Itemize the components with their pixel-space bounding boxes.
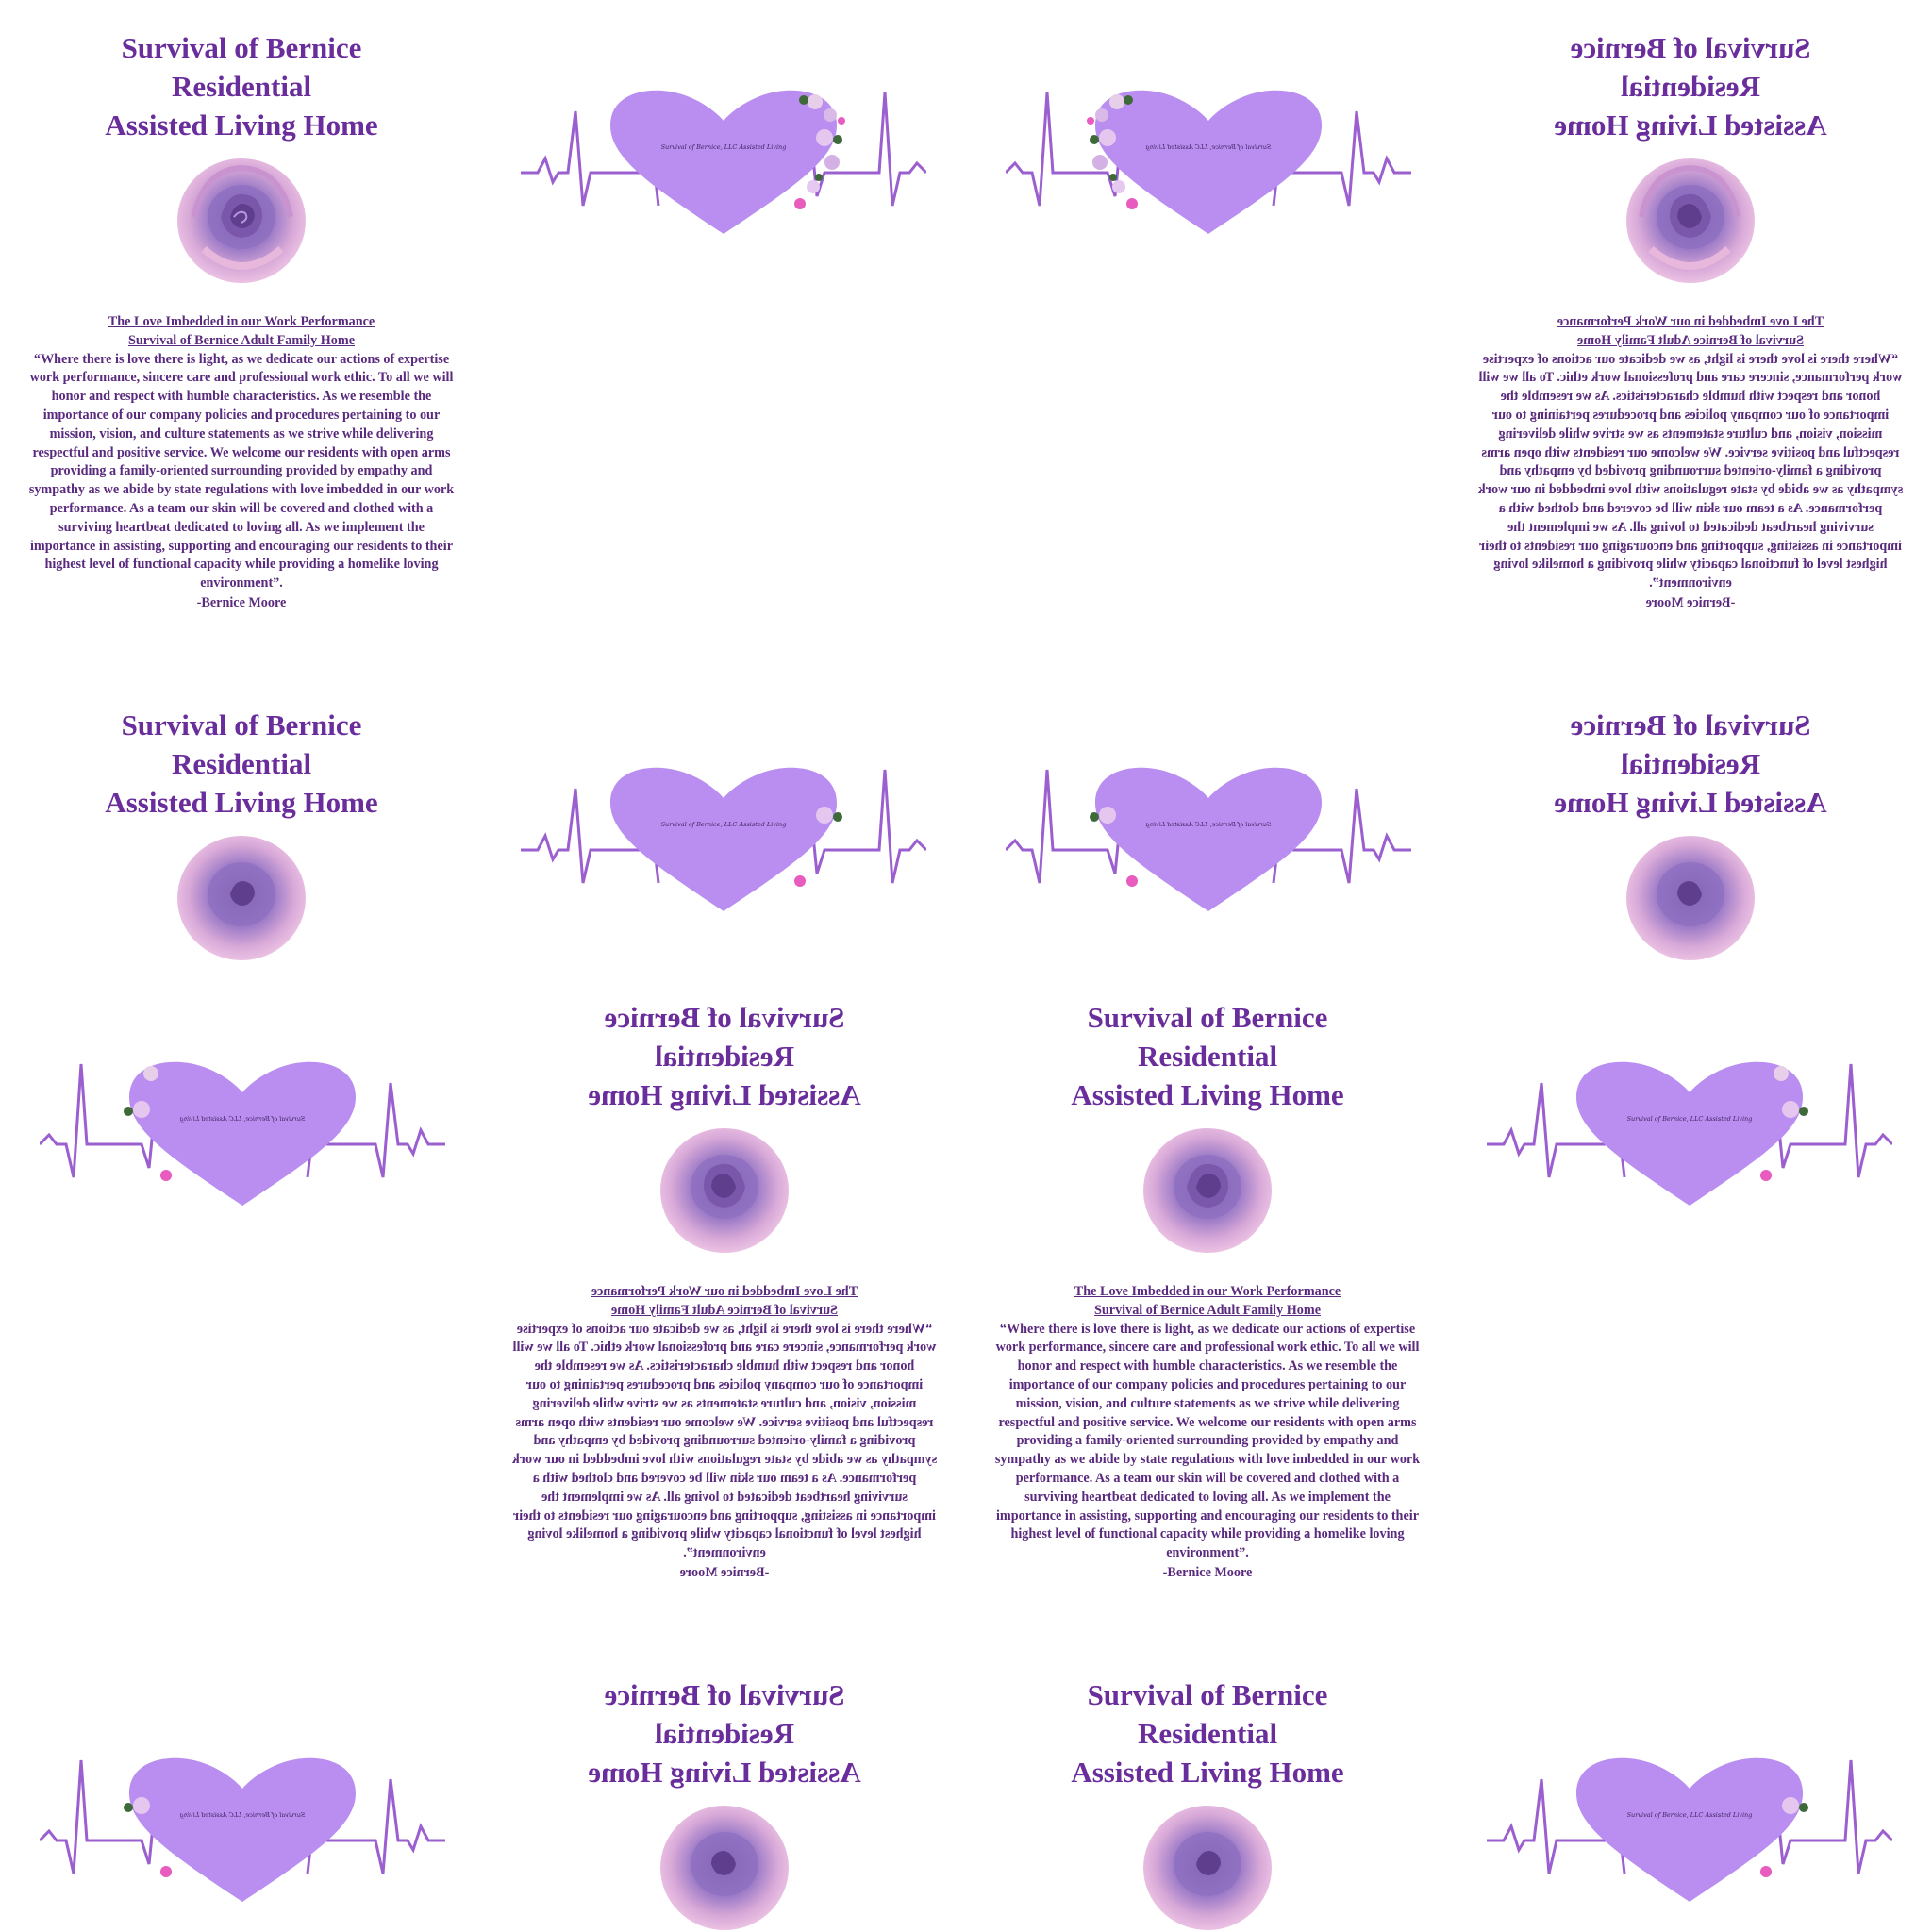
business-title: Survival of Bernice Residential Assisted Living Home [105, 31, 378, 142]
info-card [0, 677, 483, 960]
business-title: Survival of Bernice Residential Assisted Living Home [1554, 708, 1827, 819]
business-title: Survival of Bernice Residential Assisted Living Home [1071, 1678, 1344, 1789]
heart-logo-tile-mirrored [0, 1647, 483, 1932]
business-title: Survival of Bernice Residential Assisted Living Home [105, 708, 378, 819]
heart-logo-tile [483, 0, 966, 679]
heart-logo-tile [1449, 970, 1932, 1253]
info-card-mirrored [1449, 0, 1932, 679]
statement-subheading: Survival of Bernice Adult Family Home [128, 332, 355, 348]
heartbeat-heart-logo [1006, 83, 1411, 239]
statement-quote: “Where there is love there is light, as we dedicate our actions of expertise work performance, sincere care and professional work ethic. To all we will honor and respect with humble characteristics. As we resemble the importance of our company policies and procedures pertaining to our mission, vision, and culture statements as we strive while delivering respectful and positive service. We welcome our residents with open arms providing a family-oriented surrounding provided by empathy and sympathy as we abide by state regulations with love imbedded in our work performance. As a team our skin will be covered and clothed with a surviving heartbeat dedicated to loving all. As we implement the importance in assisting, supporting and encouraging our residents to their highest level of functional capacity while providing a homelike loving environment”. [28, 351, 455, 591]
rose-icon [658, 1798, 791, 1932]
heart-logo-tile-mirrored [0, 970, 483, 1253]
heart-logo-tile [483, 677, 966, 960]
business-title: Survival of Bernice Residential Assisted Living Home [1554, 31, 1827, 142]
svg-text:Survival of Bernice, LLC Assis: Survival of Bernice, LLC Assisted Living [660, 821, 787, 828]
svg-text:Survival of Bernice, LLC Assis: Survival of Bernice, LLC Assisted Living [179, 1811, 306, 1819]
rose-icon [1141, 1121, 1274, 1257]
rose-icon [1624, 151, 1757, 288]
mission-statement [26, 313, 457, 613]
rose-icon [175, 151, 308, 288]
mission-statement: The Love Imbedded in our Work Performance Survival of Bernice Adult Family Home “Where there is love there is light, as we dedicate our actions of expertise work performance, sincere care and professional work ethic. To all we will honor and respect with humble characteristics. As we resemble the importance of our company policies and procedures pertaining to our mission, vision, and culture statements as we strive while delivering respectful and positive service. We welcome our residents with open arms providing a family-oriented surrounding provided by empathy and sympathy as we abide by state regulations with love imbedded in our work performance. As a team our skin will be covered and clothed with a surviving heartbeat dedicated to loving all. As we implement the importance in assisting, supporting and encouraging our residents to their highest level of functional capacity while providing a homelike loving environment”. -Bernice Moore [1477, 314, 1904, 610]
heartbeat-heart-logo [521, 760, 926, 916]
svg-text:Survival of Bernice, LLC Assis: Survival of Bernice, LLC Assisted Living [1626, 1811, 1753, 1819]
info-card-mirrored [483, 1647, 966, 1932]
business-title: Survival of Bernice Residential Assisted Living Home [588, 1678, 861, 1789]
statement-signature: -Bernice Moore [196, 594, 287, 610]
heartbeat-heart-logo [40, 1055, 445, 1210]
svg-text:Survival of Bernice, LLC Assis: Survival of Bernice, LLC Assisted Living [1626, 1115, 1753, 1123]
info-card [0, 0, 483, 679]
heartbeat-heart-logo [521, 83, 926, 239]
info-card [966, 1647, 1449, 1932]
heartbeat-heart-logo [40, 1751, 445, 1907]
heartbeat-heart-logo [1487, 1751, 1892, 1907]
svg-text:Survival of Bernice, LLC Assis: Survival of Bernice, LLC Assisted Living [179, 1115, 306, 1123]
rose-icon [175, 828, 308, 960]
svg-text:Survival of Bernice, LLC Assis: Survival of Bernice, LLC Assisted Living [1145, 821, 1272, 828]
svg-text:Survival of Bernice, LLC Assis: Survival of Bernice, LLC Assisted Living [1145, 143, 1272, 151]
rose-icon [658, 1121, 791, 1257]
rose-icon [1624, 828, 1757, 960]
business-title: Survival of Bernice Residential Assisted Living Home [588, 1001, 861, 1111]
heart-icon [1095, 91, 1322, 234]
heart-logo-tile-mirrored [966, 0, 1449, 679]
heartbeat-heart-logo [1006, 760, 1411, 916]
business-title: Survival of Bernice Residential Assisted Living Home [1071, 1001, 1344, 1111]
svg-text:Survival of Bernice, LLC Assis: Survival of Bernice, LLC Assisted Living [660, 143, 787, 151]
heart-logo-tile [1449, 1647, 1932, 1932]
mission-statement: The Love Imbedded in our Work Performance Survival of Bernice Adult Family Home “Where there is love there is light, as we dedicate our actions of expertise work performance, sincere care and professional work ethic. To all we will honor and respect with humble characteristics. As we resemble the importance of our company policies and procedures pertaining to our mission, vision, and culture statements as we strive while delivering respectful and positive service. We welcome our residents with open arms providing a family-oriented surrounding provided by empathy and sympathy as we abide by state regulations with love imbedded in our work performance. As a team our skin will be covered and clothed with a surviving heartbeat dedicated to loving all. As we implement the importance in assisting, supporting and encouraging our residents to their highest level of functional capacity while providing a homelike loving environment”. -Bernice Moore [511, 1284, 938, 1580]
info-card [966, 970, 1449, 1649]
info-card-mirrored [1449, 677, 1932, 960]
info-card-mirrored [483, 970, 966, 1649]
rose-icon [1141, 1798, 1274, 1932]
mission-statement: The Love Imbedded in our Work Performance Survival of Bernice Adult Family Home “Where there is love there is light, as we dedicate our actions of expertise work performance, sincere care and professional work ethic. To all we will honor and respect with humble characteristics. As we resemble the importance of our company policies and procedures pertaining to our mission, vision, and culture statements as we strive while delivering respectful and positive service. We welcome our residents with open arms providing a family-oriented surrounding provided by empathy and sympathy as we abide by state regulations with love imbedded in our work performance. As a team our skin will be covered and clothed with a surviving heartbeat dedicated to loving all. As we implement the importance in assisting, supporting and encouraging our residents to their highest level of functional capacity while providing a homelike loving environment”. -Bernice Moore [994, 1284, 1421, 1580]
heartbeat-heart-logo [1487, 1055, 1892, 1210]
heart-icon [610, 91, 837, 234]
heart-logo-tile-mirrored [966, 677, 1449, 960]
statement-heading: The Love Imbedded in our Work Performance [108, 314, 375, 329]
